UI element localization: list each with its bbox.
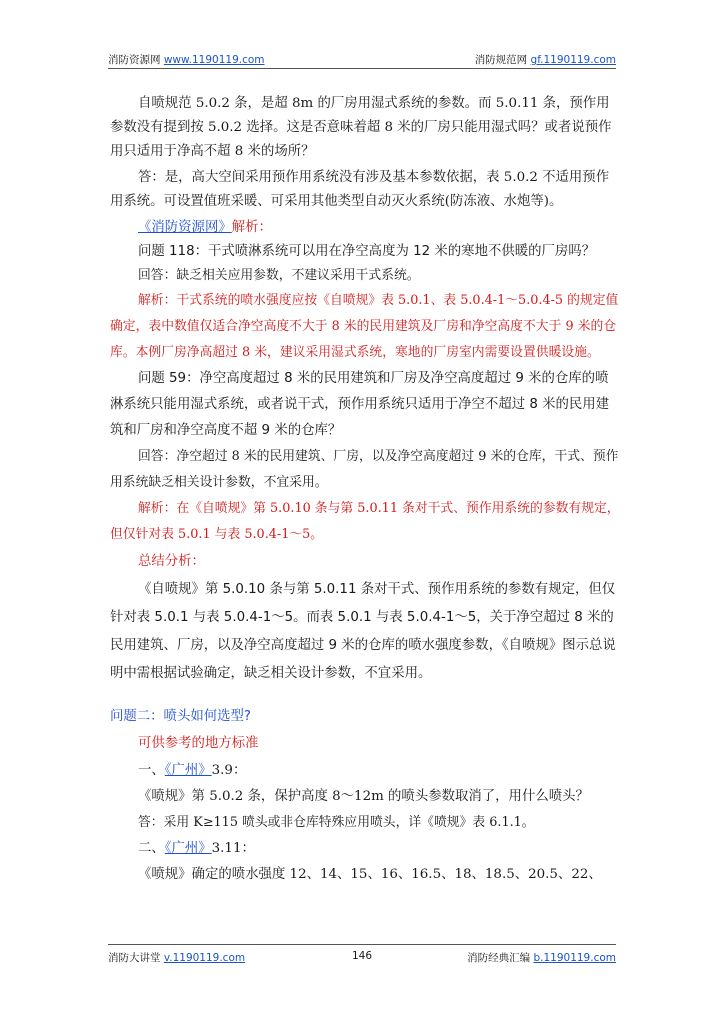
header-left-name: 消防资源网 — [108, 54, 161, 66]
analysis-118: 解析：干式系统的喷水强度应按《自喷规》表 5.0.1、表 5.0.4-1～5.0.4-5 的规定值确定，表中数值仅适合净空高度不大于 8 米的民用建筑及厂房和净空高度不大于 9 米的仓库。本例厂房净高超过 8 米，建议采用湿式系统，寒地的厂房室内需要设置供暖设施。 — [110, 293, 619, 360]
answer-118: 回答：缺乏相关应用参数，不建议采用干式系统。 — [138, 268, 420, 283]
footer-left-name: 消防大讲堂 — [108, 952, 161, 964]
header-right-name: 消防规范网 — [474, 54, 528, 66]
analysis-heading — [110, 216, 620, 240]
summary-title: 总结分析： — [138, 554, 205, 569]
answer-59: 回答：净空超过 8 米的民用建筑、厂房，以及净空高度超过 9 米的仓库，干式、预作用系统缺乏相关设计参数，不宜采用。 — [110, 449, 619, 490]
page-content — [110, 92, 620, 888]
footer-left-link[interactable]: v.1190119.com — [163, 952, 246, 964]
summary-text: 《自喷规》第 5.0.10 条与第 5.0.11 条对干式、预作用系统的参数有规定，但仅针对表 5.0.1 与表 5.0.4-1～5。而表 5.0.1 与表 5.0.4-1～5，关于净空超过 8 米的民用建筑、厂房，以及净空高度超过 9 米的仓库的喷水强度参数，《自喷规》图示总说明中需根据试验确定，缺乏相关设计参数，不宜采用。 — [110, 582, 616, 681]
footer-divider — [108, 944, 616, 945]
page-footer — [108, 950, 616, 965]
item-2-prefix: 二、 — [138, 841, 165, 856]
section-heading-2: 问题二：喷头如何选型? — [110, 709, 252, 724]
analysis-source-link[interactable]: 《消防资源网》 — [138, 220, 232, 235]
item-1-answer: 答：采用 K≥115 喷头或非仓库特殊应用喷头，详《喷规》表 6.1.1。 — [138, 815, 535, 830]
question-59: 问题 59：净空高度超过 8 米的民用建筑和厂房及净空高度超过 9 米的仓库的喷淋系统只能用湿式系统，或者说干式，预作用系统只适用于净空不超过 8 米的民用建筑和厂房和净空高度不超 9 米的仓库？ — [110, 371, 610, 438]
analysis-59: 解析：在《自喷规》第 5.0.10 条与第 5.0.11 条对干式、预作用系统的参数有规定，但仅针对表 5.0.1 与表 5.0.4-1～5。 — [110, 501, 620, 542]
footer-right — [467, 950, 616, 965]
header-left-link[interactable]: www.1190119.com — [163, 54, 265, 66]
header-right-link[interactable]: gf.1190119.com — [530, 54, 616, 66]
item-1-prefix: 一、 — [138, 763, 165, 778]
analysis-label: 解析： — [231, 220, 272, 235]
paragraph-question: 自喷规范 5.0.2 条，是超 8m 的厂房用湿式系统的参数。而 5.0.11 条，预作用参数没有提到按 5.0.2 选择。这是否意味着超 8 米的厂房只能用湿式吗？或者说预作用只适用于净高不超 8 米的场所？ — [110, 96, 612, 159]
paragraph-answer: 答：是，高大空间采用预作用系统没有涉及基本参数依据，表 5.0.2 不适用预作用系统。可设置值班采暖、可采用其他类型自动灭火系统(防冻液、水炮等)。 — [110, 170, 610, 209]
page-number: 146 — [351, 950, 373, 962]
page-header — [108, 52, 616, 67]
question-118: 问题 118：干式喷淋系统可以用在净空高度为 12 米的寒地不供暖的厂房吗？ — [138, 244, 596, 259]
item-1-suffix: 3.9： — [211, 763, 247, 778]
item-1-link[interactable]: 《广州》 — [164, 763, 212, 778]
header-left — [108, 52, 265, 67]
reference-item-2 — [110, 836, 620, 862]
item-2-text: 《喷规》确定的喷水强度 12、14、15、16、16.5、18、18.5、20.5、22、 — [138, 867, 602, 882]
reference-title: 可供参考的地方标准 — [138, 736, 259, 751]
footer-right-link[interactable]: b.1190119.com — [533, 952, 616, 964]
header-right — [475, 52, 616, 67]
item-1-question: 《喷规》第 5.0.2 条，保护高度 8～12m 的喷头参数取消了，用什么喷头？ — [138, 789, 589, 804]
item-2-suffix: 3.11： — [211, 841, 255, 856]
footer-right-name: 消防经典汇编 — [467, 952, 531, 964]
header-divider — [108, 68, 616, 69]
reference-item-1 — [110, 758, 620, 784]
item-2-link[interactable]: 《广州》 — [164, 841, 212, 856]
